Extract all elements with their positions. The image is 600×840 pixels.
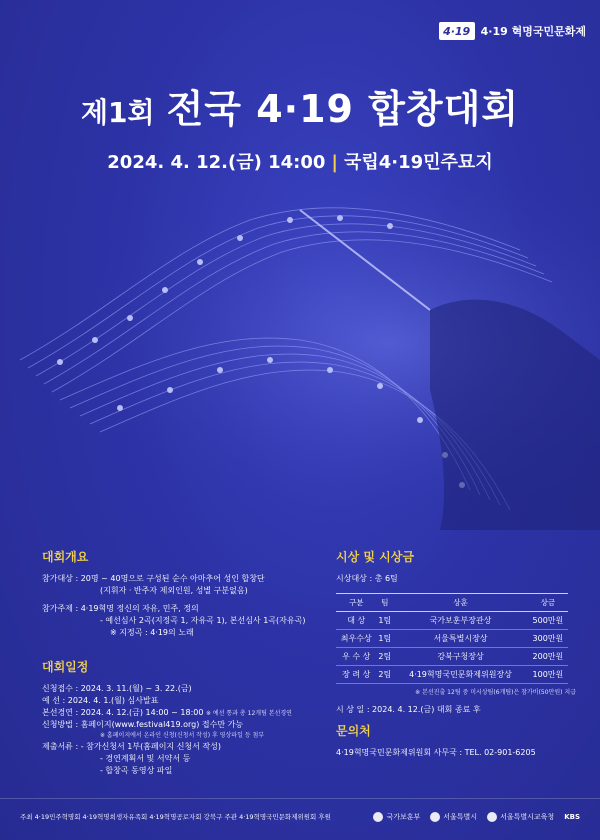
table-row — [336, 630, 568, 648]
logo-mark: 4·19 — [439, 22, 475, 40]
overview-line: 참가대상 : 20명 ~ 40명으로 구성된 순수 아마추어 성인 합창단 — [42, 574, 265, 583]
overview-line: - 예선심사 2곡(지정곡 1, 자유곡 1), 본선심사 1곡(자유곡) — [100, 616, 306, 625]
award-grade: 장 려 상 — [336, 666, 376, 684]
schedule-line: 예 선 : 2024. 4. 1.(월) 심사발표 — [42, 696, 159, 705]
awards-note: ※ 본선진출 12팀 중 미시상팀(6개팀)은 참가비(50만원) 지급 — [415, 689, 576, 696]
overview-line: ※ 지정곡 : 4·19의 노래 — [110, 628, 194, 637]
schedule-line: - 합창곡 동영상 파일 — [100, 766, 173, 775]
sponsor-seoul — [430, 812, 477, 822]
schedule-final: 본선경연 : 2024. 4. 12.(금) 14:00 ~ 18:00 — [42, 708, 204, 717]
seoul-emblem-icon — [430, 812, 440, 822]
award-prize: 100만원 — [528, 666, 568, 684]
column-header: 상훈 — [393, 594, 528, 612]
schedule-section — [42, 658, 322, 777]
overview-heading: 대회개요 — [42, 550, 89, 564]
sponsor-sen — [487, 812, 554, 822]
awards-ceremony: 시 상 일 : 2024. 4. 12.(금) 대회 종료 후 — [336, 705, 481, 714]
awards-target: 시상대상 : 총 6팀 — [336, 574, 398, 583]
awards-table — [336, 593, 568, 684]
schedule-line: 제출서류 : - 참가신청서 1부(홈페이지 신청서 작성) — [42, 742, 222, 751]
contact-text: 4·19혁명국민문화제위원회 사무국 : TEL. 02-901-6205 — [336, 748, 536, 757]
schedule-heading: 대회일정 — [42, 660, 89, 674]
sen-emblem-icon — [487, 812, 497, 822]
award-teams: 2팀 — [376, 648, 393, 666]
event-datetime — [0, 148, 600, 174]
footer — [0, 798, 600, 834]
award-honor: 4·19혁명국민문화제위원장상 — [393, 666, 528, 684]
overview-line: (지휘자 · 반주자 제외인원, 성별 구분없음) — [100, 586, 248, 595]
sponsor-kbs — [564, 813, 580, 821]
award-honor: 서울특별시장상 — [393, 630, 528, 648]
column-header: 구분 — [336, 594, 376, 612]
schedule-line: 신청방법 : 홈페이지(www.festival419.org) 접수만 가능 — [42, 720, 244, 729]
award-prize: 500만원 — [528, 612, 568, 630]
award-grade: 대 상 — [336, 612, 376, 630]
award-teams: 1팀 — [376, 630, 393, 648]
schedule-line: - 경연계획서 및 서약서 등 — [100, 754, 191, 763]
awards-table-header — [336, 594, 568, 612]
table-row — [336, 612, 568, 630]
schedule-note: ※ 홈페이지에서 온라인 신청(신청서 작성) 후 영상파일 등 첨부 — [100, 732, 265, 739]
page-title — [0, 78, 600, 133]
table-row — [336, 666, 568, 684]
datetime-separator: | — [331, 152, 338, 173]
overview-line: 참가주제 : 4·19혁명 정신의 자유, 민주, 정의 — [42, 604, 199, 613]
awards-section — [336, 548, 576, 716]
music-notes-illustration — [0, 190, 600, 530]
award-grade: 우 수 상 — [336, 648, 376, 666]
sponsor-logos — [373, 812, 580, 822]
award-teams: 1팀 — [376, 612, 393, 630]
schedule-line: 신청접수 : 2024. 3. 11.(월) ~ 3. 22.(금) — [42, 684, 192, 693]
sponsor-label: 서울특별시교육청 — [500, 812, 555, 821]
event-date: 2024. 4. 12.(금) 14:00 — [107, 152, 326, 173]
logo-text: 4·19 혁명국민문화제 — [480, 25, 586, 38]
title-main: 전국 4·19 합창대회 — [166, 87, 520, 131]
contact-section — [336, 722, 576, 759]
award-honor: 강북구청장상 — [393, 648, 528, 666]
award-prize: 300만원 — [528, 630, 568, 648]
schedule-note: ※ 예선 통과 총 12개팀 본선경연 — [206, 710, 292, 717]
overview-section — [42, 548, 312, 639]
title-prefix: 제1회 — [80, 96, 155, 129]
festival-logo — [439, 22, 586, 40]
schedule-line — [42, 707, 322, 719]
event-venue: 국립4·19민주묘지 — [343, 152, 493, 173]
mova-emblem-icon — [373, 812, 383, 822]
column-header: 팀 — [376, 594, 393, 612]
award-grade: 최우수상 — [336, 630, 376, 648]
organizers: 주최 4·19민주혁명회 4·19혁명희생자유족회 4·19혁명공로자회 강북구 주관 4·19혁명국민문화제위원회 후원 — [20, 813, 331, 821]
award-honor: 국가보훈부장관상 — [393, 612, 528, 630]
contact-heading: 문의처 — [336, 724, 371, 738]
sponsor-mova — [373, 812, 420, 822]
award-teams: 2팀 — [376, 666, 393, 684]
award-prize: 200만원 — [528, 648, 568, 666]
sponsor-label: 서울특별시 — [443, 812, 478, 821]
sponsor-label: 국가보훈부 — [386, 812, 421, 821]
awards-heading: 시상 및 시상금 — [336, 550, 414, 564]
sponsor-label: KBS — [564, 812, 580, 821]
column-header: 상금 — [528, 594, 568, 612]
table-row — [336, 648, 568, 666]
